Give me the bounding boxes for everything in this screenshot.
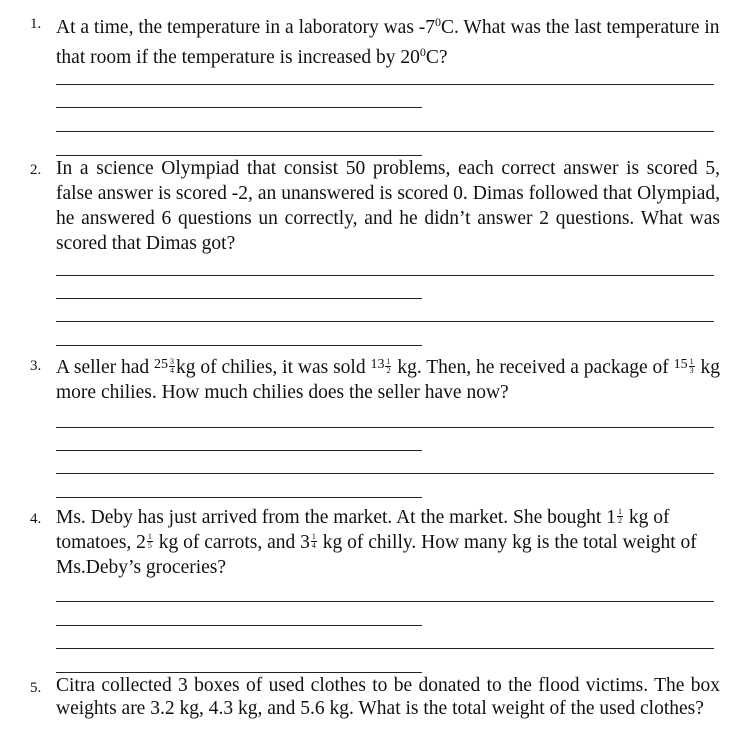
answer-line[interactable] bbox=[56, 648, 714, 649]
answer-line[interactable] bbox=[56, 321, 714, 322]
answer-line[interactable] bbox=[56, 672, 422, 673]
question-text: Citra collected 3 boxes of used clothes to be donated to the flood victims. The box weights are 3.2 kg, 4.3 kg, and 5.6 kg. What is the total weight of the used clothes? bbox=[56, 675, 720, 719]
answer-line[interactable] bbox=[56, 601, 714, 602]
question-number: 2. bbox=[30, 162, 42, 178]
question-5 bbox=[30, 674, 720, 720]
mixed-number: 2 $\frac{1}{5}$ bbox=[136, 532, 152, 553]
answer-line[interactable] bbox=[56, 107, 422, 108]
fraction: $\frac{1}{4}$ bbox=[311, 532, 316, 551]
answer-line[interactable] bbox=[56, 345, 422, 346]
question-1 bbox=[30, 10, 720, 70]
fraction: $\frac{1}{2}$ bbox=[617, 507, 622, 526]
degree-mark: 0 bbox=[419, 45, 426, 59]
question-number: 5. bbox=[30, 680, 42, 696]
fraction: $\frac{1}{2}$ bbox=[386, 357, 391, 376]
fraction: $\frac{1}{3}$ bbox=[689, 357, 694, 376]
answer-line[interactable] bbox=[56, 275, 714, 276]
question-number: 4. bbox=[30, 511, 42, 527]
answer-line[interactable] bbox=[56, 497, 422, 498]
fraction: $\frac{1}{5}$ bbox=[147, 532, 152, 551]
question-text: Ms. Deby has just arrived from the market. At the market. She bought 1 $\frac{1}{2}$ kg of tomatoes, 2 $\frac{1}{5}$ kg of carrots, and 3 $\frac{1}{4}$ kg of chilly. How many kg is the total weight of Ms.Deby’s groceries? bbox=[56, 507, 697, 578]
question-number: 1. bbox=[30, 16, 42, 32]
question-text: In a science Olympiad that consist 50 problems, each correct answer is scored 5, false answer is scored -2, an unanswered is scored 0. Dimas followed that Olympiad, he answered 6 questions un correctly, and he didn’t answer 2 questions. What was scored that Dimas got? bbox=[56, 158, 720, 254]
question-4 bbox=[30, 505, 720, 580]
mixed-number: $^{13}$ $\frac{1}{2}$ bbox=[370, 357, 391, 376]
answer-line[interactable] bbox=[56, 298, 422, 299]
question-number: 3. bbox=[30, 358, 42, 374]
mixed-number: 1 $\frac{1}{2}$ bbox=[606, 507, 622, 528]
degree-mark: 0 bbox=[435, 15, 442, 29]
answer-line[interactable] bbox=[56, 625, 422, 626]
mixed-number: 3 $\frac{1}{4}$ bbox=[300, 532, 316, 553]
question-text: A seller had $^{25}$ $\frac{3}{4}$ kg of chilies, it was sold $^{13}$ $\frac{1}{2}$ kg. Then, he received a package of $^{15}$ $\frac{1}{3}$ kg more chilies. How much chilies does the seller have now? bbox=[56, 357, 721, 403]
question-3 bbox=[30, 352, 720, 405]
answer-line[interactable] bbox=[56, 131, 714, 132]
question-2 bbox=[30, 156, 720, 256]
mixed-number: $^{25}$ $\frac{3}{4}$ bbox=[154, 357, 175, 376]
answer-line[interactable] bbox=[56, 450, 422, 451]
question-text: At a time, the temperature in a laboratory was $-7^0C$. What was the last temperature in that room if the temperature is increased by $20^0C$? bbox=[56, 15, 720, 68]
answer-line[interactable] bbox=[56, 473, 714, 474]
mixed-number: $^{15}$ $\frac{1}{3}$ bbox=[673, 357, 694, 376]
answer-line[interactable] bbox=[56, 427, 714, 428]
answer-line[interactable] bbox=[56, 84, 714, 85]
fraction: $\frac{3}{4}$ bbox=[170, 357, 175, 376]
